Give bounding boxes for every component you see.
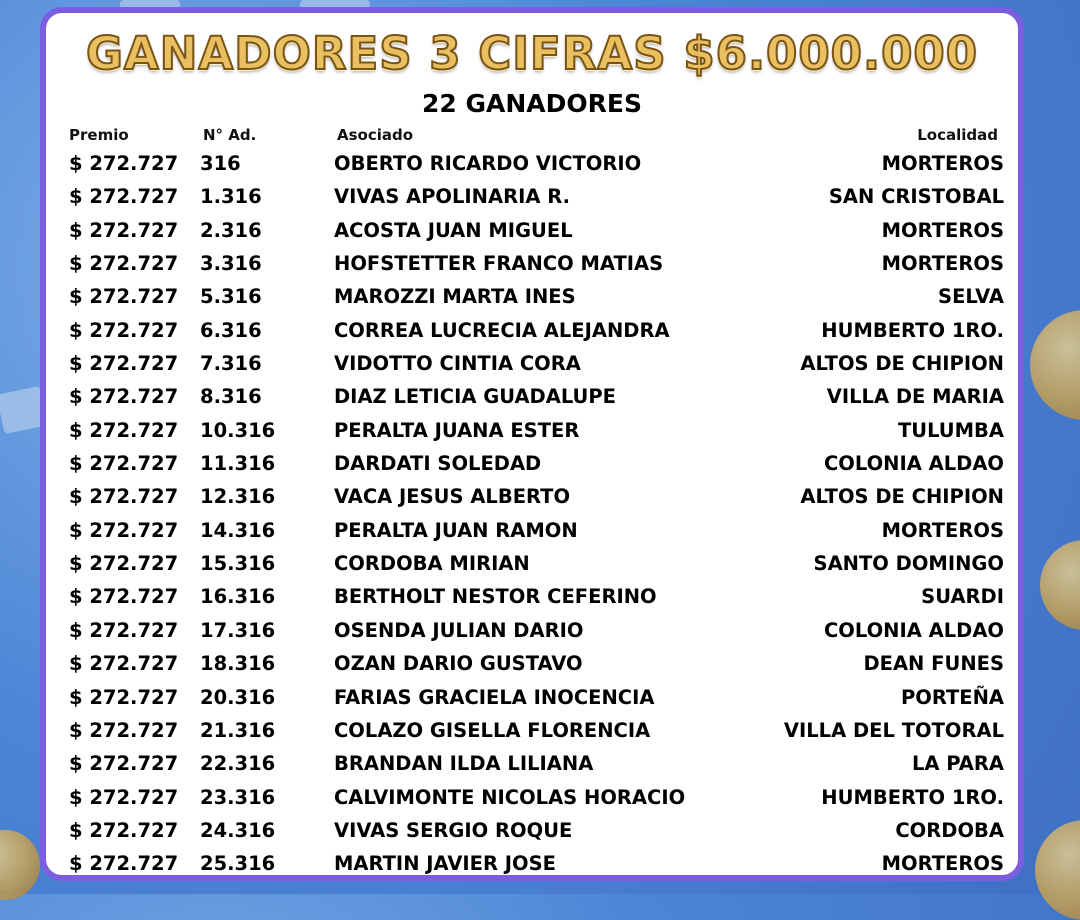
row-asociado: VIVAS SERGIO ROQUE bbox=[334, 818, 573, 842]
header-premio: Premio bbox=[69, 126, 129, 144]
row-localidad: MORTEROS bbox=[881, 852, 1004, 876]
row-numero: 25.316 bbox=[200, 852, 276, 876]
winners-panel bbox=[40, 7, 1024, 881]
row-asociado: CORREA LUCRECIA ALEJANDRA bbox=[334, 318, 670, 342]
row-numero: 2.316 bbox=[200, 218, 262, 242]
row-numero: 1.316 bbox=[200, 185, 262, 209]
row-premio: $ 272.727 bbox=[69, 552, 179, 576]
table-row bbox=[46, 147, 1018, 180]
row-asociado: HOFSTETTER FRANCO MATIAS bbox=[334, 252, 664, 276]
row-premio: $ 272.727 bbox=[69, 785, 179, 809]
row-premio: $ 272.727 bbox=[69, 252, 179, 276]
row-premio: $ 272.727 bbox=[69, 718, 179, 742]
table-header bbox=[46, 126, 1018, 146]
row-asociado: FARIAS GRACIELA INOCENCIA bbox=[334, 685, 655, 709]
table-row bbox=[46, 714, 1018, 747]
row-asociado: ACOSTA JUAN MIGUEL bbox=[334, 218, 573, 242]
row-asociado: PERALTA JUANA ESTER bbox=[334, 418, 580, 442]
table-row bbox=[46, 314, 1018, 347]
row-premio: $ 272.727 bbox=[69, 452, 179, 476]
table-row bbox=[46, 614, 1018, 647]
row-localidad: MORTEROS bbox=[881, 152, 1004, 175]
table-row bbox=[46, 747, 1018, 780]
row-asociado: VIDOTTO CINTIA CORA bbox=[334, 352, 581, 376]
row-numero: 24.316 bbox=[200, 818, 276, 842]
row-localidad: MORTEROS bbox=[881, 218, 1004, 242]
row-localidad: SANTO DOMINGO bbox=[813, 552, 1004, 576]
winners-count: 22 GANADORES bbox=[422, 89, 642, 118]
row-localidad: CORDOBA bbox=[895, 818, 1004, 842]
row-localidad: MORTEROS bbox=[881, 518, 1004, 542]
row-premio: $ 272.727 bbox=[69, 418, 179, 442]
table-row bbox=[46, 580, 1018, 613]
row-numero: 3.316 bbox=[200, 252, 262, 276]
row-localidad: ALTOS DE CHIPION bbox=[800, 352, 1004, 376]
table-row bbox=[46, 547, 1018, 580]
row-numero: 16.316 bbox=[200, 585, 276, 609]
row-localidad: COLONIA ALDAO bbox=[823, 618, 1004, 642]
row-asociado: BRANDAN ILDA LILIANA bbox=[334, 752, 594, 776]
row-localidad: SUARDI bbox=[921, 585, 1004, 609]
row-premio: $ 272.727 bbox=[69, 218, 179, 242]
row-premio: $ 272.727 bbox=[69, 485, 179, 509]
row-premio: $ 272.727 bbox=[69, 818, 179, 842]
row-asociado: DIAZ LETICIA GUADALUPE bbox=[334, 385, 616, 409]
coin-decoration-icon bbox=[1040, 540, 1080, 630]
row-localidad: TULUMBA bbox=[897, 418, 1004, 442]
coin-decoration-icon bbox=[0, 830, 40, 900]
row-premio: $ 272.727 bbox=[69, 152, 179, 175]
row-premio: $ 272.727 bbox=[69, 518, 179, 542]
row-asociado: DARDATI SOLEDAD bbox=[334, 452, 542, 476]
table-row bbox=[46, 380, 1018, 413]
row-numero: 22.316 bbox=[200, 752, 276, 776]
row-premio: $ 272.727 bbox=[69, 385, 179, 409]
coin-decoration-icon bbox=[1035, 820, 1080, 920]
row-localidad: PORTEÑA bbox=[900, 685, 1004, 709]
row-localidad: COLONIA ALDAO bbox=[823, 452, 1004, 476]
row-asociado: OBERTO RICARDO VICTORIO bbox=[334, 152, 642, 175]
row-premio: $ 272.727 bbox=[69, 352, 179, 376]
row-premio: $ 272.727 bbox=[69, 652, 179, 676]
row-localidad: ALTOS DE CHIPION bbox=[800, 485, 1004, 509]
table-row bbox=[46, 681, 1018, 714]
row-asociado: MARTIN JAVIER JOSE bbox=[334, 852, 556, 876]
row-premio: $ 272.727 bbox=[69, 618, 179, 642]
table-row bbox=[46, 447, 1018, 480]
table-row bbox=[46, 214, 1018, 247]
row-asociado: OZAN DARIO GUSTAVO bbox=[334, 652, 583, 676]
row-numero: 21.316 bbox=[200, 718, 276, 742]
row-numero: 7.316 bbox=[200, 352, 262, 376]
table-row bbox=[46, 414, 1018, 447]
row-asociado: VACA JESUS ALBERTO bbox=[334, 485, 571, 509]
coin-decoration-icon bbox=[1030, 310, 1080, 420]
row-numero: 12.316 bbox=[200, 485, 276, 509]
row-premio: $ 272.727 bbox=[69, 185, 179, 209]
row-numero: 14.316 bbox=[200, 518, 276, 542]
row-asociado: COLAZO GISELLA FLORENCIA bbox=[334, 718, 651, 742]
row-numero: 20.316 bbox=[200, 685, 276, 709]
row-asociado: OSENDA JULIAN DARIO bbox=[334, 618, 584, 642]
row-numero: 23.316 bbox=[200, 785, 276, 809]
table-row bbox=[46, 247, 1018, 280]
row-numero: 6.316 bbox=[200, 318, 262, 342]
row-numero: 15.316 bbox=[200, 552, 276, 576]
row-premio: $ 272.727 bbox=[69, 752, 179, 776]
table-row bbox=[46, 514, 1018, 547]
header-asociado: Asociado bbox=[337, 126, 414, 144]
page-title: GANADORES 3 CIFRAS $6.000.000 bbox=[85, 27, 979, 80]
table-row bbox=[46, 280, 1018, 313]
table-row bbox=[46, 814, 1018, 847]
row-asociado: CORDOBA MIRIAN bbox=[334, 552, 530, 576]
table-row bbox=[46, 180, 1018, 213]
row-localidad: VILLA DE MARIA bbox=[826, 385, 1004, 409]
table-row bbox=[46, 480, 1018, 513]
row-numero: 5.316 bbox=[200, 285, 262, 309]
row-numero: 17.316 bbox=[200, 618, 276, 642]
row-localidad: LA PARA bbox=[911, 752, 1004, 776]
row-premio: $ 272.727 bbox=[69, 318, 179, 342]
row-numero: 18.316 bbox=[200, 652, 276, 676]
header-localidad: Localidad bbox=[917, 126, 998, 144]
row-localidad: HUMBERTO 1RO. bbox=[821, 318, 1004, 342]
table-row bbox=[46, 647, 1018, 680]
row-asociado: CALVIMONTE NICOLAS HORACIO bbox=[334, 785, 686, 809]
table-row bbox=[46, 347, 1018, 380]
row-premio: $ 272.727 bbox=[69, 585, 179, 609]
row-localidad: HUMBERTO 1RO. bbox=[821, 785, 1004, 809]
row-asociado: MAROZZI MARTA INES bbox=[334, 285, 576, 309]
row-numero: 316 bbox=[200, 152, 241, 175]
row-numero: 11.316 bbox=[200, 452, 276, 476]
row-localidad: MORTEROS bbox=[881, 252, 1004, 276]
row-premio: $ 272.727 bbox=[69, 852, 179, 876]
row-localidad: VILLA DEL TOTORAL bbox=[783, 718, 1004, 742]
table-row bbox=[46, 847, 1018, 880]
row-asociado: BERTHOLT NESTOR CEFERINO bbox=[334, 585, 657, 609]
row-localidad: SELVA bbox=[938, 285, 1004, 309]
row-numero: 8.316 bbox=[200, 385, 262, 409]
row-numero: 10.316 bbox=[200, 418, 276, 442]
row-premio: $ 272.727 bbox=[69, 285, 179, 309]
row-localidad: SAN CRISTOBAL bbox=[828, 185, 1004, 209]
row-premio: $ 272.727 bbox=[69, 685, 179, 709]
table-row bbox=[46, 781, 1018, 814]
row-localidad: DEAN FUNES bbox=[863, 652, 1004, 676]
row-asociado: PERALTA JUAN RAMON bbox=[334, 518, 578, 542]
row-asociado: VIVAS APOLINARIA R. bbox=[334, 185, 571, 209]
winners-table bbox=[46, 147, 1018, 881]
header-numero: N° Ad. bbox=[203, 126, 257, 144]
